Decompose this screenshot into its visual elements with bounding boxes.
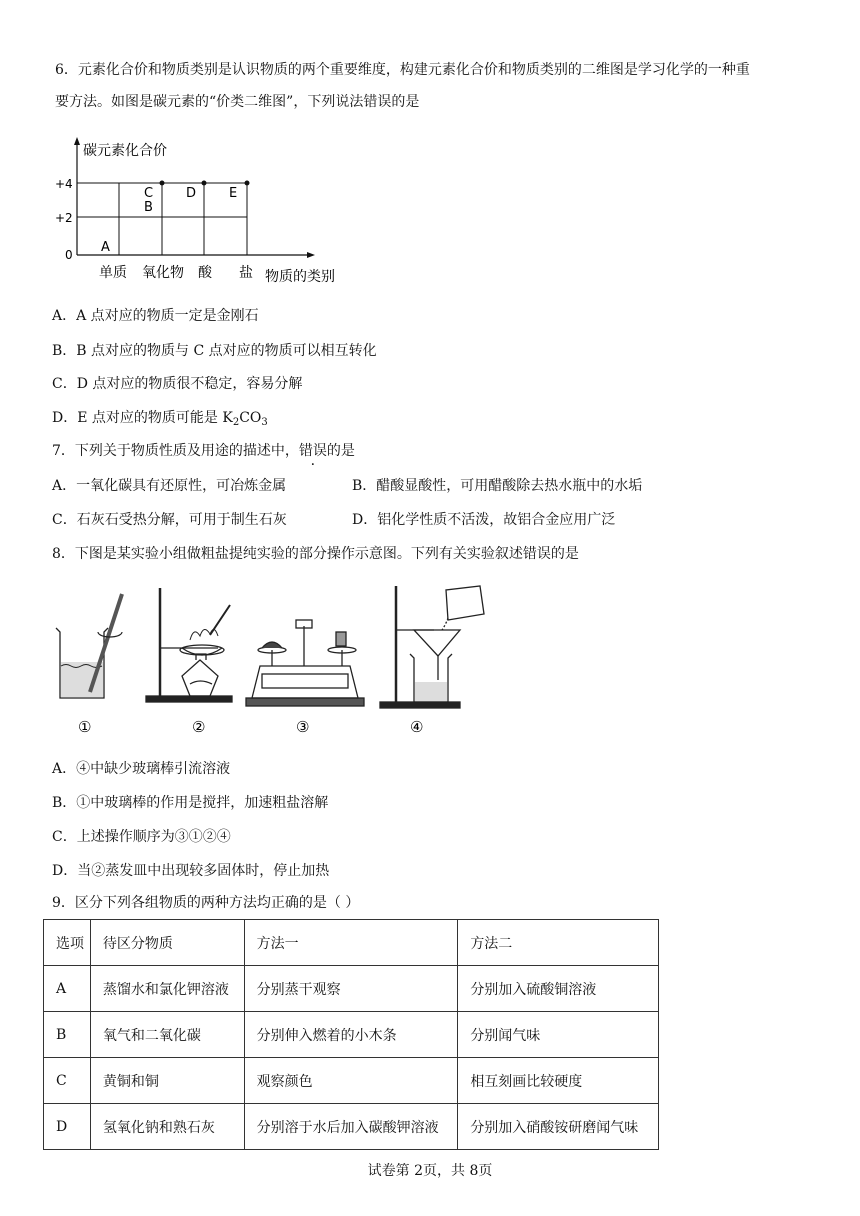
table-row xyxy=(44,1012,659,1058)
beaker-stirring-icon xyxy=(56,594,122,698)
x-cat-elemental: 单质 xyxy=(99,265,127,281)
table-cell: 氢氧化钠和熟石灰 xyxy=(90,1104,244,1150)
figure-label-3: ③ xyxy=(296,718,310,736)
point-label-E: E xyxy=(229,186,238,201)
table-cell: 氧气和二氧化碳 xyxy=(90,1012,244,1058)
valence-class-chart xyxy=(55,135,365,285)
figure-label-1: ① xyxy=(78,718,92,736)
table-row xyxy=(44,966,659,1012)
header-cell: 选项 xyxy=(44,920,91,966)
q7-stem: 7．下列关于物质性质及用途的描述中，错误的是 xyxy=(52,443,355,459)
table-cell: 分别加入硫酸铜溶液 xyxy=(458,966,659,1012)
balance-icon xyxy=(246,620,364,706)
q6-stem-line1: 6．元素化合价和物质类别是认识物质的两个重要维度，构建元素化合价和物质类别的二维图是学习化学的一种重 xyxy=(55,62,750,78)
point-dot-C xyxy=(160,181,165,186)
q8-option-d: D．当②蒸发皿中出现较多固体时，停止加热 xyxy=(52,863,330,879)
filtration-setup-icon xyxy=(380,586,484,708)
y-tick-2: +2 xyxy=(55,211,73,225)
table-cell: 相互刻画比较硬度 xyxy=(458,1058,659,1104)
salt-purification-figure xyxy=(50,580,500,740)
q7-option-c: C．石灰石受热分解，可用于制生石灰 xyxy=(52,512,287,528)
q6-option-b: B．B 点对应的物质与 C 点对应的物质可以相互转化 xyxy=(52,343,377,359)
point-label-D: D xyxy=(186,186,197,201)
x-cat-oxide: 氧化物 xyxy=(142,265,184,281)
q7-option-b: B．醋酸显酸性，可用醋酸除去热水瓶中的水垢 xyxy=(352,478,643,494)
table-cell: 分别溶于水后加入碳酸钾溶液 xyxy=(244,1104,458,1150)
table-cell: A xyxy=(44,966,91,1012)
y-axis-label: 碳元素化合价 xyxy=(83,143,167,159)
table-cell: 分别蒸干观察 xyxy=(244,966,458,1012)
x-cat-salt: 盐 xyxy=(239,265,253,281)
point-dot-E xyxy=(245,181,250,186)
point-label-A: A xyxy=(101,240,110,255)
table-cell: 黄铜和铜 xyxy=(90,1058,244,1104)
table-header-row xyxy=(44,920,659,966)
header-cell: 方法二 xyxy=(458,920,659,966)
table-row xyxy=(44,1058,659,1104)
q9-stem: 9．区分下列各组物质的两种方法均正确的是（ ） xyxy=(52,895,360,911)
header-cell: 待区分物质 xyxy=(90,920,244,966)
evaporation-setup-icon xyxy=(146,588,232,702)
q7-option-d: D．铝化学性质不活泼，故铝合金应用广泛 xyxy=(352,512,616,528)
point-label-C: C xyxy=(144,186,154,201)
table-cell: 蒸馏水和氯化钾溶液 xyxy=(90,966,244,1012)
q9-table xyxy=(43,919,659,1150)
x-cat-acid: 酸 xyxy=(198,265,212,281)
table-cell: 分别加入硝酸铵研磨闻气味 xyxy=(458,1104,659,1150)
figure-label-4: ④ xyxy=(410,718,424,736)
x-axis-label: 物质的类别 xyxy=(265,269,335,285)
table-cell: B xyxy=(44,1012,91,1058)
point-label-B: B xyxy=(144,200,153,215)
q8-option-b: B．①中玻璃棒的作用是搅拌，加速粗盐溶解 xyxy=(52,795,329,811)
q8-stem: 8．下图是某实验小组做粗盐提纯实验的部分操作示意图。下列有关实验叙述错误的是 xyxy=(52,546,579,562)
q6-stem-line2: 要方法。如图是碳元素的“价类二维图”，下列说法错误的是 xyxy=(55,94,420,110)
table-cell: 观察颜色 xyxy=(244,1058,458,1104)
page-footer: 试卷第 2页，共 8页 xyxy=(367,1163,493,1179)
q6-option-d: D．E 点对应的物质可能是 $K_2CO_3$ xyxy=(52,410,268,428)
table-cell: D xyxy=(44,1104,91,1150)
table-row xyxy=(44,1104,659,1150)
figure-label-2: ② xyxy=(192,718,206,736)
y-tick-0: 0 xyxy=(65,248,73,262)
q6-option-c: C．D 点对应的物质很不稳定，容易分解 xyxy=(52,376,303,392)
table-cell: C xyxy=(44,1058,91,1104)
q8-option-c: C．上述操作顺序为③①②④ xyxy=(52,829,231,845)
q6-option-a: A．A 点对应的物质一定是金刚石 xyxy=(52,308,259,324)
y-tick-4: +4 xyxy=(55,177,73,191)
table-cell: 分别伸入燃着的小木条 xyxy=(244,1012,458,1058)
q8-option-a: A．④中缺少玻璃棒引流溶液 xyxy=(52,761,231,777)
table-cell: 分别闻气味 xyxy=(458,1012,659,1058)
header-cell: 方法一 xyxy=(244,920,458,966)
point-dot-D xyxy=(202,181,207,186)
q7-option-a: A．一氧化碳具有还原性，可冶炼金属 xyxy=(52,478,287,494)
